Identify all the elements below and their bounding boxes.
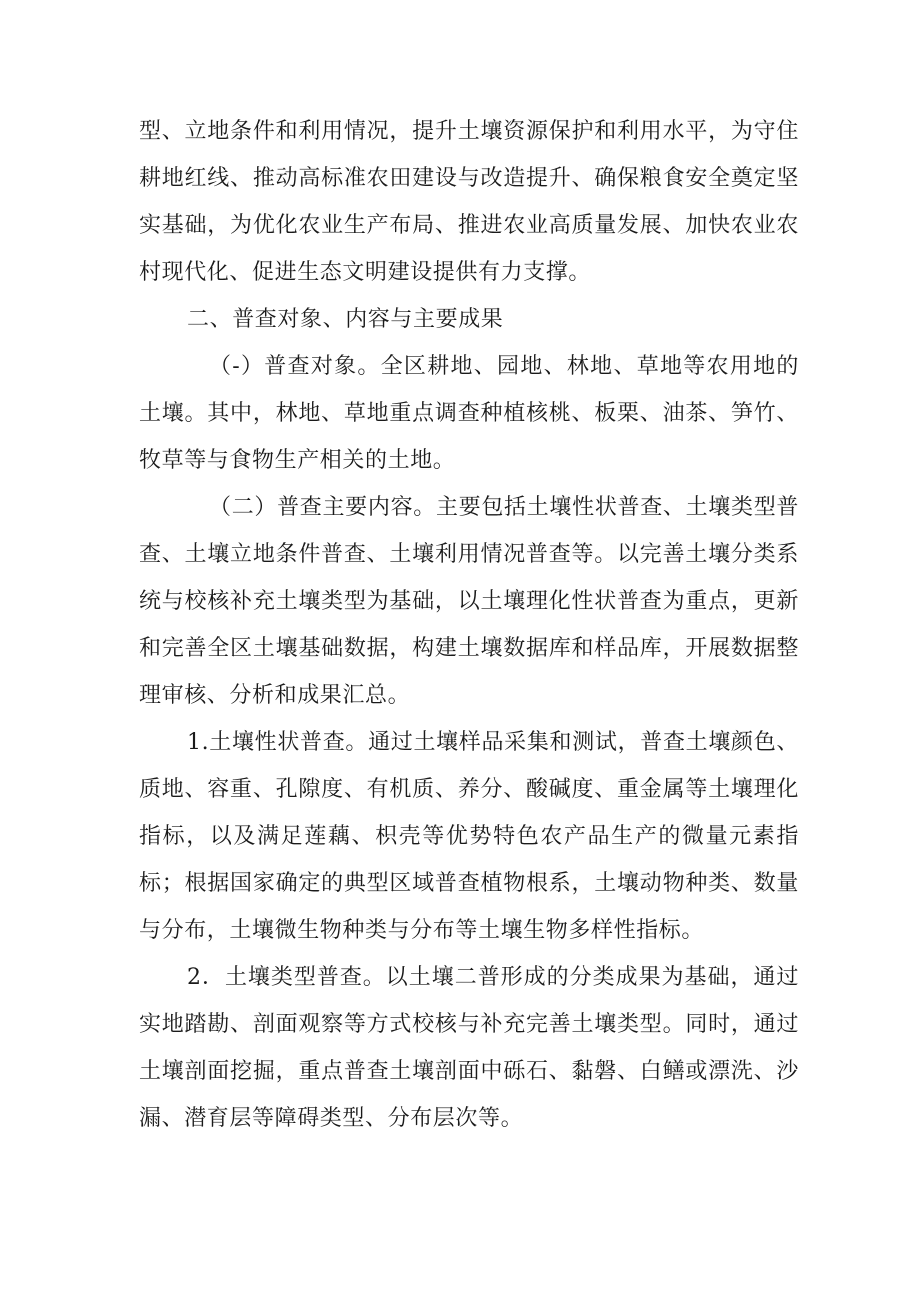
document-body bbox=[139, 108, 799, 1142]
section-heading: 二、普查对象、内容与主要成果 bbox=[187, 307, 504, 332]
paragraph-soil-types: 2．土壤类型普查。以土壤二普形成的分类成果为基础，通过实地踏勘、剖面观察等方式校核与补充完善土壤类型。同时，通过土壤剖面挖掘，重点普查土壤剖面中砾石、黏磐、白鳝或漂洗、沙漏、潜育层等障碍类型、分布层次等。 bbox=[139, 965, 799, 1131]
paragraph-soil-properties: 1.土壤性状普查。通过土壤样品采集和测试，普查土壤颜色、质地、容重、孔隙度、有机质、养分、酸碱度、重金属等土壤理化指标，以及满足莲藕、枳壳等优势特色农产品生产的微量元素指标；根据国家确定的典型区域普查植物根系，土壤动物种类、数量与分布，土壤微生物种类与分布等土壤生物多样性指标。 bbox=[139, 730, 799, 943]
paragraph-survey-object: （-）普查对象。全区耕地、园地、林地、草地等农用地的土壤。其中，林地、草地重点调查种植核桃、板栗、油茶、笋竹、牧草等与食物生产相关的土地。 bbox=[139, 354, 799, 473]
paragraph-survey-content: （二）普查主要内容。主要包括土壤性状普查、土壤类型普查、土壤立地条件普查、土壤利用情况普查等。以完善土壤分类系统与校核补充土壤类型为基础，以土壤理化性状普查为重点，更新和完善全区土壤基础数据，构建土壤数据库和样品库，开展数据整理审核、分析和成果汇总。 bbox=[139, 495, 799, 708]
paragraph-continuation: 型、立地条件和利用情况，提升土壤资源保护和利用水平，为守住耕地红线、推动高标准农田建设与改造提升、确保粮食安全奠定坚实基础，为优化农业生产布局、推进农业高质量发展、加快农业农村现代化、促进生态文明建设提供有力支撑。 bbox=[139, 119, 799, 285]
